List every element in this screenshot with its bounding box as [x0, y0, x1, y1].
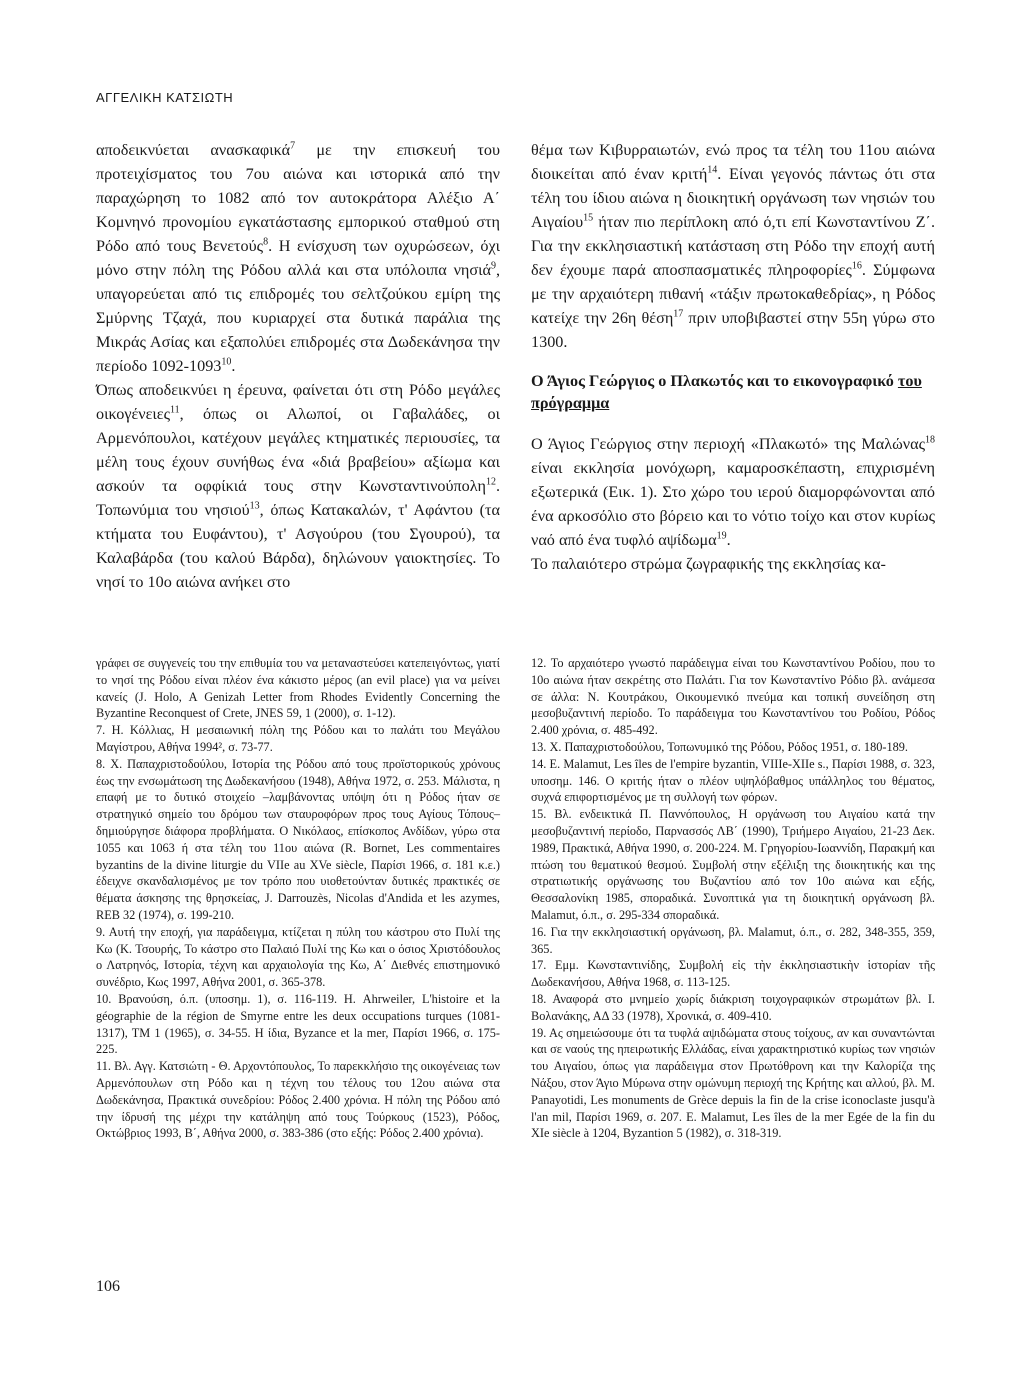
footnote-ref: 7: [290, 140, 296, 152]
footnote-ref: 18: [925, 434, 935, 446]
footnote: 12. Το αρχαιότερο γνωστό παράδειγμα είναι του Κωνσταντίνου Ροδίου, που το 10ο αιώνα ήταν σεκρέτης στο Παλάτι. Για τον Κωνσταντίνο Ρόδιο βλ. ανάμεσα σε άλλα: Ν. Κουτράκου, Οικουμενικό πνεύμα και τοπική συνείδηση στη μεσοβυζαντινή περίοδο. Το παράδειγμα του Κωνσταντίνου του Ροδίου, Ρόδος 2.400 χρόνια, σ. 485-492.: [531, 656, 935, 738]
paragraph: Ο Άγιος Γεώργιος στην περιοχή «Πλακωτό» της Μαλώνας$^{18}$ είναι εκκλησία μονόχωρη, καμαροσκέπαστη, επιχρισμένη εξωτερικά (Εικ. 1). Στο χώρο του ιερού διαμορφώνονται από ένα αρκοσόλιο στο βόρειο και το νότιο τοίχο και στον κυρίως ναό από ένα τυφλό αψίδωμα$^{19}$.: [531, 434, 935, 549]
footnote: 7. Η. Κόλλιας, Η μεσαιωνική πόλη της Ρόδου και το παλάτι του Μεγάλου Μαγίστρου, Αθήνα 1994², σ. 73-77.: [96, 723, 500, 754]
footnotes-left-column: [96, 655, 500, 1142]
footnote: 13. Χ. Παπαχριστοδούλου, Τοπωνυμικό της Ρόδου, Ρόδος 1951, σ. 180-189.: [531, 739, 908, 754]
footnote: 17. Εμμ. Κωνσταντινίδης, Συμβολή εἰς τὴν ἐκκλησιαστικὴν ἱστορίαν τῆς Δωδεκανήσου, Αθήνα 1968, σ. 113-125.: [531, 958, 935, 990]
footnote-ref: 12: [485, 476, 496, 488]
footnote-ref: 10: [221, 356, 232, 368]
footnote: 15. Βλ. ενδεικτικά Π. Παννόπουλος, Η οργάνωση του Αιγαίου κατά την μεσοβυζαντινή περίοδο, Παρνασσός ΛΒ΄ (1990), Τριήμερο Αιγαίου, 21-23 Δεκ. 1989, Πρακτικά, Αθήνα 1990, σ. 200-224. Μ. Γρηγορίου-Ιωαννίδη, Παρακμή και πτώση του θεματικού θεσμού. Συμβολή στην εξέλιξη της διοικητικής και της στρατιωτικής οργάνωσης του Βυζαντίου από τον 10ο αιώνα και εξής, Θεσσαλονίκη 1985, σποραδικά. Συνοπτικά για τη διοικητική οργάνωση βλ. Malamut, ό.π., σ. 295-334 σποραδικά.: [531, 807, 935, 922]
footnote-ref: 19: [716, 530, 727, 542]
paragraph: αποδεικνύεται ανασκαφικά$^7$ με την επισκευή του προτειχίσματος του 7ου αιώνα και ιστορικά από την παραχώρηση το 1082 από τον αυτοκράτορα Αλέξιο Α΄ Κομνηνό προνομίου εγκατάστασης εμπορικού σταθμού στη Ρόδο από τους Βενετούς$^8$. Η ενίσχυση των οχυρώσεων, όχι μόνο στην πόλη της Ρόδου αλλά και στα υπόλοιπα νησιά$^9$, υπαγορεύεται από τις επιδρομές του σελτζούκου εμίρη της Σμύρνης Τζαχά, που κυριαρχεί στα δυτικά παράλια της Μικράς Ασίας και εξαπολύει επιδρομές στα Δωδεκάνησα την περίοδο 1092-1093$^{10}$.: [96, 140, 500, 375]
footnote-ref: 17: [673, 308, 684, 320]
footnote: 10. Βρανούση, ό.π. (υποσημ. 1), σ. 116-119. Η. Ahrweiler, L'histoire et la géographie de la région de Smyrne entre les deux occupations turques (1081-1317), TM 1 (1965), σ. 34-55. Η ίδια, Byzance et la mer, Παρίσι 1966, σ. 175-225.: [96, 991, 500, 1057]
section-title: Ο Άγιος Γεώργιος ο Πλακωτός και το εικονογραφικό του πρόγραμμα: [531, 372, 922, 412]
running-header: ΑΓΓΕΛΙΚΗ ΚΑΤΣΙΩΤΗ: [96, 90, 234, 105]
footnote: 14. E. Malamut, Les îles de l'empire byzantin, VIIIe-XIIe s., Παρίσι 1988, σ. 323, υποσημ. 146. Ο κριτής ήταν ο πλέον υψηλόβαθμος υπάλληλος του θέματος, συχνά επιφορτισμένος με τη συλλογή των φόρων.: [531, 756, 935, 805]
main-text-left-column: [96, 138, 500, 594]
footnote-ref: 8: [263, 236, 269, 248]
footnote: 18. Αναφορά στο μνημείο χωρίς διάκριση τοιχογραφικών στρωμάτων βλ. Ι. Βολανάκης, ΑΔ 33 (1978), Χρονικά, σ. 409-410.: [531, 991, 935, 1023]
paragraph: θέμα των Κιβυρραιωτών, ενώ προς τα τέλη του 11ου αιώνα διοικείται από έναν κριτή$^{14}$. Είναι γεγονός πάντως ότι στα τέλη του ίδιου αιώνα η διοικητική οργάνωση των νησιών του Αιγαίου$^{15}$ ήταν πιο περίπλοκη από ό,τι επί Κωνσταντίνου Ζ΄. Για την εκκλησιαστική κατάσταση στη Ρόδο την εποχή αυτή δεν έχουμε παρά αποσπασματικές πληροφορίες$^{16}$. Σύμφωνα με την αρχαιότερη πιθανή «τάξιν πρωτοκαθεδρίας», η Ρόδος κατείχε την 26η θέση$^{17}$ πριν υποβιβαστεί στην 55η γύρω στο 1300.: [531, 141, 935, 351]
footnote: 19. Ας σημειώσουμε ότι τα τυφλά αψιδώματα στους τοίχους, αν και συναντώνται και σε ναούς της ηπειρωτικής Ελλάδας, είναι χαρακτηριστικό κυρίως των νησιών του Αιγαίου, όπως για παράδειγμα στον Πρωτόθρονη και την Καλορίζα της Νάξου, στον Άγιο Μύρωνα στην ομώνυμη περιοχή της Κρήτης και αλλού, βλ. M. Panayotidi, Les monuments de Grèce depuis la fin de la crise iconoclaste jusqu'à l'an mil, Παρίσι 1969, σ. 207. E. Malamut, Les îles de la mer Egée de la fin du XIe siècle à 1204, Byzantion 5 (1982), σ. 318-319.: [531, 1025, 935, 1141]
footnote-ref: 9: [490, 260, 496, 272]
footnote: 8. Χ. Παπαχριστοδούλου, Ιστορία της Ρόδου από τους προϊστορικούς χρόνους έως την ενσωμάτωση της Δωδεκανήσου (1948), Αθήνα 1972, σ. 253. Μάλιστα, η επαφή με το δυτικό στοιχείο –λαμβάνοντας υπόψη ότι η Ρόδος ήταν σε στρατηγικό σημείο του δρόμου των σταυροφόρων προς τους Αγίους Τόπους– δημιούργησε διάφορα προβλήματα. Ο Νικόλαος, επίσκοπος Ανδίδων, γύρω στα 1055 και 1063 ή στα τέλη του 11ου αιώνα (R. Bornet, Les commentaires byzantins de la divine liturgie du VIIe au XVe siècle, Παρίσι 1966, σ. 181 κ.ε.) έδειχνε σκανδαλισμένος με τον τρόπο που υιοθετούνταν δυτικές πρακτικές σε θέματα άσκησης της θρησκείας, J. Darrouzès, Nicolas d'Andida et les azymes, REB 32 (1974), σ. 199-210.: [96, 756, 500, 922]
footnote-ref: 11: [169, 404, 180, 416]
paragraph: Όπως αποδεικνύει η έρευνα, φαίνεται ότι στη Ρόδο μεγάλες οικογένειες$^{11}$, όπως οι Αλωποί, οι Γαβαλάδες, οι Αρμενόπουλοι, κατέχουν μεγάλες κτηματικές περιουσίες, τα μέλη τους έχουν συνήθως ένα «διά βραβείου» αξίωμα και ασκούν τα οφφίκιά τους στην Κωνσταντινούπολη$^{12}$. Τοπωνύμια του νησιού$^{13}$, όπως Κατακαλών, τ' Αφάντου (τα κτήματα του Ευφάντου), τ' Ασγούρου (του Σγουρού), τα Καλαβάρδα (του καλού Βάρδα), δηλώνουν γαιοκτησίες. Το νησί το 10ο αιώνα ανήκει στο: [96, 381, 500, 591]
footnotes-right-column: [531, 655, 935, 1142]
footnote-ref: 13: [249, 500, 260, 512]
main-text-right-column: [531, 138, 935, 576]
footnote-ref: 15: [583, 212, 594, 224]
footnote: 11. Βλ. Αγγ. Κατσιώτη - Θ. Αρχοντόπουλος, Το παρεκκλήσιο της οικογένειας των Αρμενόπουλων στη Ρόδο και η τέχνη του τέλους του 12ου αιώνα στα Δωδεκάνησα, Πρακτικά συνεδρίου: Ρόδος 2.400 χρόνια. Η πόλη της Ρόδου από την ίδρυσή της μέχρι την κατάληψη από τους Τούρκους (1523), Ρόδος, Οκτώβριος 1993, Β΄, Αθήνα 2000, σ. 383-386 (στο εξής: Ρόδος 2.400 χρόνια).: [96, 1059, 500, 1141]
paragraph: Το παλαιότερο στρώμα ζωγραφικής της εκκλησίας κα-: [531, 555, 886, 573]
footnote-ref: 16: [851, 260, 862, 272]
footnote: 9. Αυτή την εποχή, για παράδειγμα, κτίζεται η πύλη του κάστρου στο Πυλί της Κω (Κ. Τσουρής, Το κάστρο στο Παλαιό Πυλί της Κω και ο όσιος Χριστόδουλος ο Λατρηνός, Ιστορία, τέχνη και αρχαιολογία της Κω, Α΄ Διεθνές επιστημονικό συνέδριο, Κως 1997, Αθήνα 2001, σ. 365-378.: [96, 924, 500, 990]
page-number: 106: [96, 1278, 120, 1295]
footnote: 16. Για την εκκλησιαστική οργάνωση, βλ. Malamut, ό.π., σ. 282, 348-355, 359, 365.: [531, 924, 935, 956]
footnote-ref: 14: [707, 164, 718, 176]
footnote: γράφει σε συγγενείς του την επιθυμία του να μεταναστεύσει κατεπειγόντως, γιατί το νησί της Ρόδου είναι πλέον ένα κάκιστο μέρος (an evil place) για να μείνει κανείς (J. Holo, A Genizah Letter from Rhodes Evidently Concerning the Byzantine Reconquest of Crete, JNES 59, 1 (2000), σ. 1-12).: [96, 656, 500, 721]
